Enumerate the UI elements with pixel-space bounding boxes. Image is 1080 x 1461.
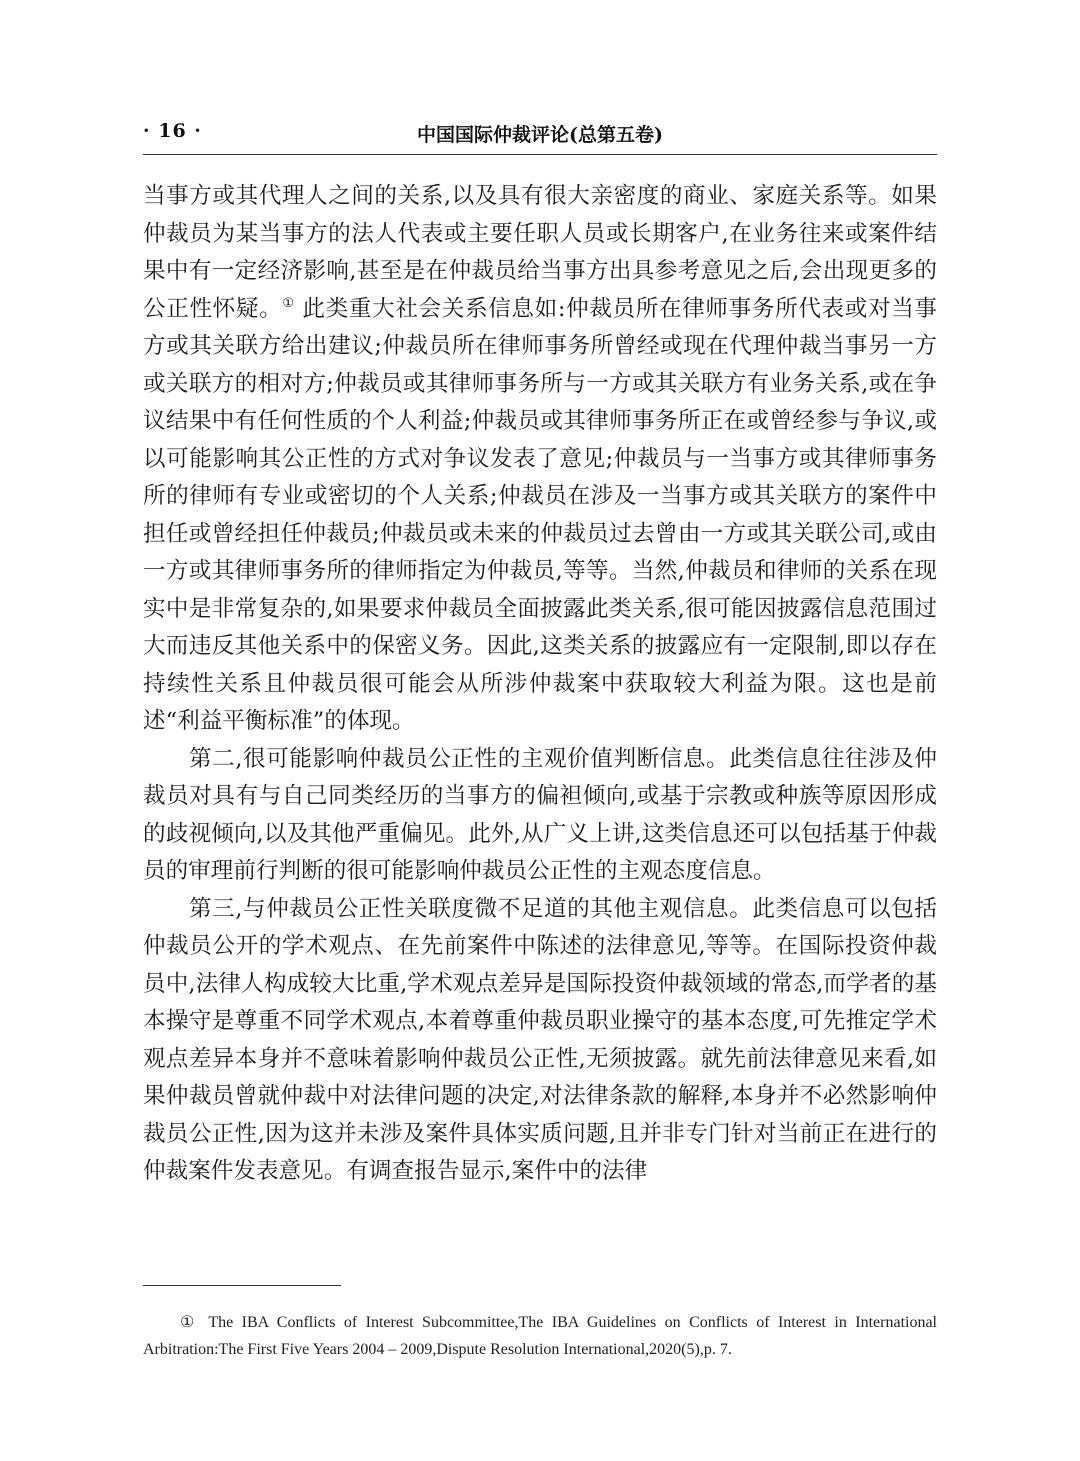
footnote-reference[interactable]: ①: [282, 295, 295, 311]
paragraph-1-part-b: 此类重大社会关系信息如:仲裁员所在律师事务所代表或对当事方或其关联方给出建议;仲裁员所在律师事务所曾经或现在代理仲裁当事另一方或关联方的相对方;仲裁员或其律师事务所与一方或其关联方有业务关系,或在争议结果中有任何性质的个人利益;仲裁员或其律师事务所正在或曾经参与争议,或以可能影响其公正性的方式对争议发表了意见;仲裁员与一当事方或其律师事务所的律师有专业或密切的个人关系;仲裁员在涉及一当事方或其关联方的案件中担任或曾经担任仲裁员;仲裁员或未来的仲裁员过去曾由一方或其关联公司,或由一方或其律师事务所的律师指定为仲裁员,等等。当然,仲裁员和律师的关系在现实中是非常复杂的,如果要求仲裁员全面披露此类关系,很可能因披露信息范围过大而违反其他关系中的保密义务。因此,这类关系的披露应有一定限制,即以存在持续性关系且仲裁员很可能会从所涉仲裁案中获取较大利益为限。这也是前述“利益平衡标准”的体现。: [143, 295, 938, 734]
paragraph-1-part-a: 当事方或其代理人之间的关系,以及具有很大亲密度的商业、家庭关系等。如果仲裁员为某当事方的法人代表或主要任职人员或长期客户,在业务往来或案件结果中有一定经济影响,甚至是在仲裁员给当事方出具参考意见之后,会出现更多的公正性怀疑。: [143, 183, 937, 322]
header-rule: [143, 154, 937, 155]
paragraph-1: [143, 178, 937, 741]
paragraph-2: 第二,很可能影响仲裁员公正性的主观价值判断信息。此类信息往往涉及仲裁员对具有与自己同类经历的当事方的偏袒倾向,或基于宗教或种族等原因形成的歧视倾向,以及其他严重偏见。此外,从广义上讲,这类信息还可以包括基于仲裁员的审理前行判断的很可能影响仲裁员公正性的主观态度信息。: [143, 745, 937, 884]
footnote-rule: [143, 1285, 341, 1286]
running-title: 中国国际仲裁评论(总第五卷): [417, 124, 663, 146]
footnote: [143, 1309, 937, 1363]
footnote-marker: ①: [180, 1314, 195, 1331]
page-number: · 16 ·: [143, 120, 202, 142]
paragraph-3: 第三,与仲裁员公正性关联度微不足道的其他主观信息。此类信息可以包括仲裁员公开的学术观点、在先前案件中陈述的法律意见,等等。在国际投资仲裁员中,法律人构成较大比重,学术观点差异是国际投资仲裁领域的常态,而学者的基本操守是尊重不同学术观点,本着尊重仲裁员职业操守的基本态度,可先推定学术观点差异本身并不意味着影响仲裁员公正性,无须披露。就先前法律意见来看,如果仲裁员曾就仲裁中对法律问题的决定,对法律条款的解释,本身并不必然影响仲裁员公正性,因为这并未涉及案件具体实质问题,且并非专门针对当前正在进行的仲裁案件发表意见。有调查报告显示,案件中的法律: [143, 895, 937, 1184]
footnote-text: The IBA Conflicts of Interest Subcommittee,The IBA Guidelines on Conflicts of Interest in International Arbitration:The First Five Years 2004 – 2009,Dispute Resolution International,2020(5),p. 7.: [143, 1314, 937, 1358]
main-text: [143, 178, 937, 1191]
page-header: [143, 118, 937, 154]
